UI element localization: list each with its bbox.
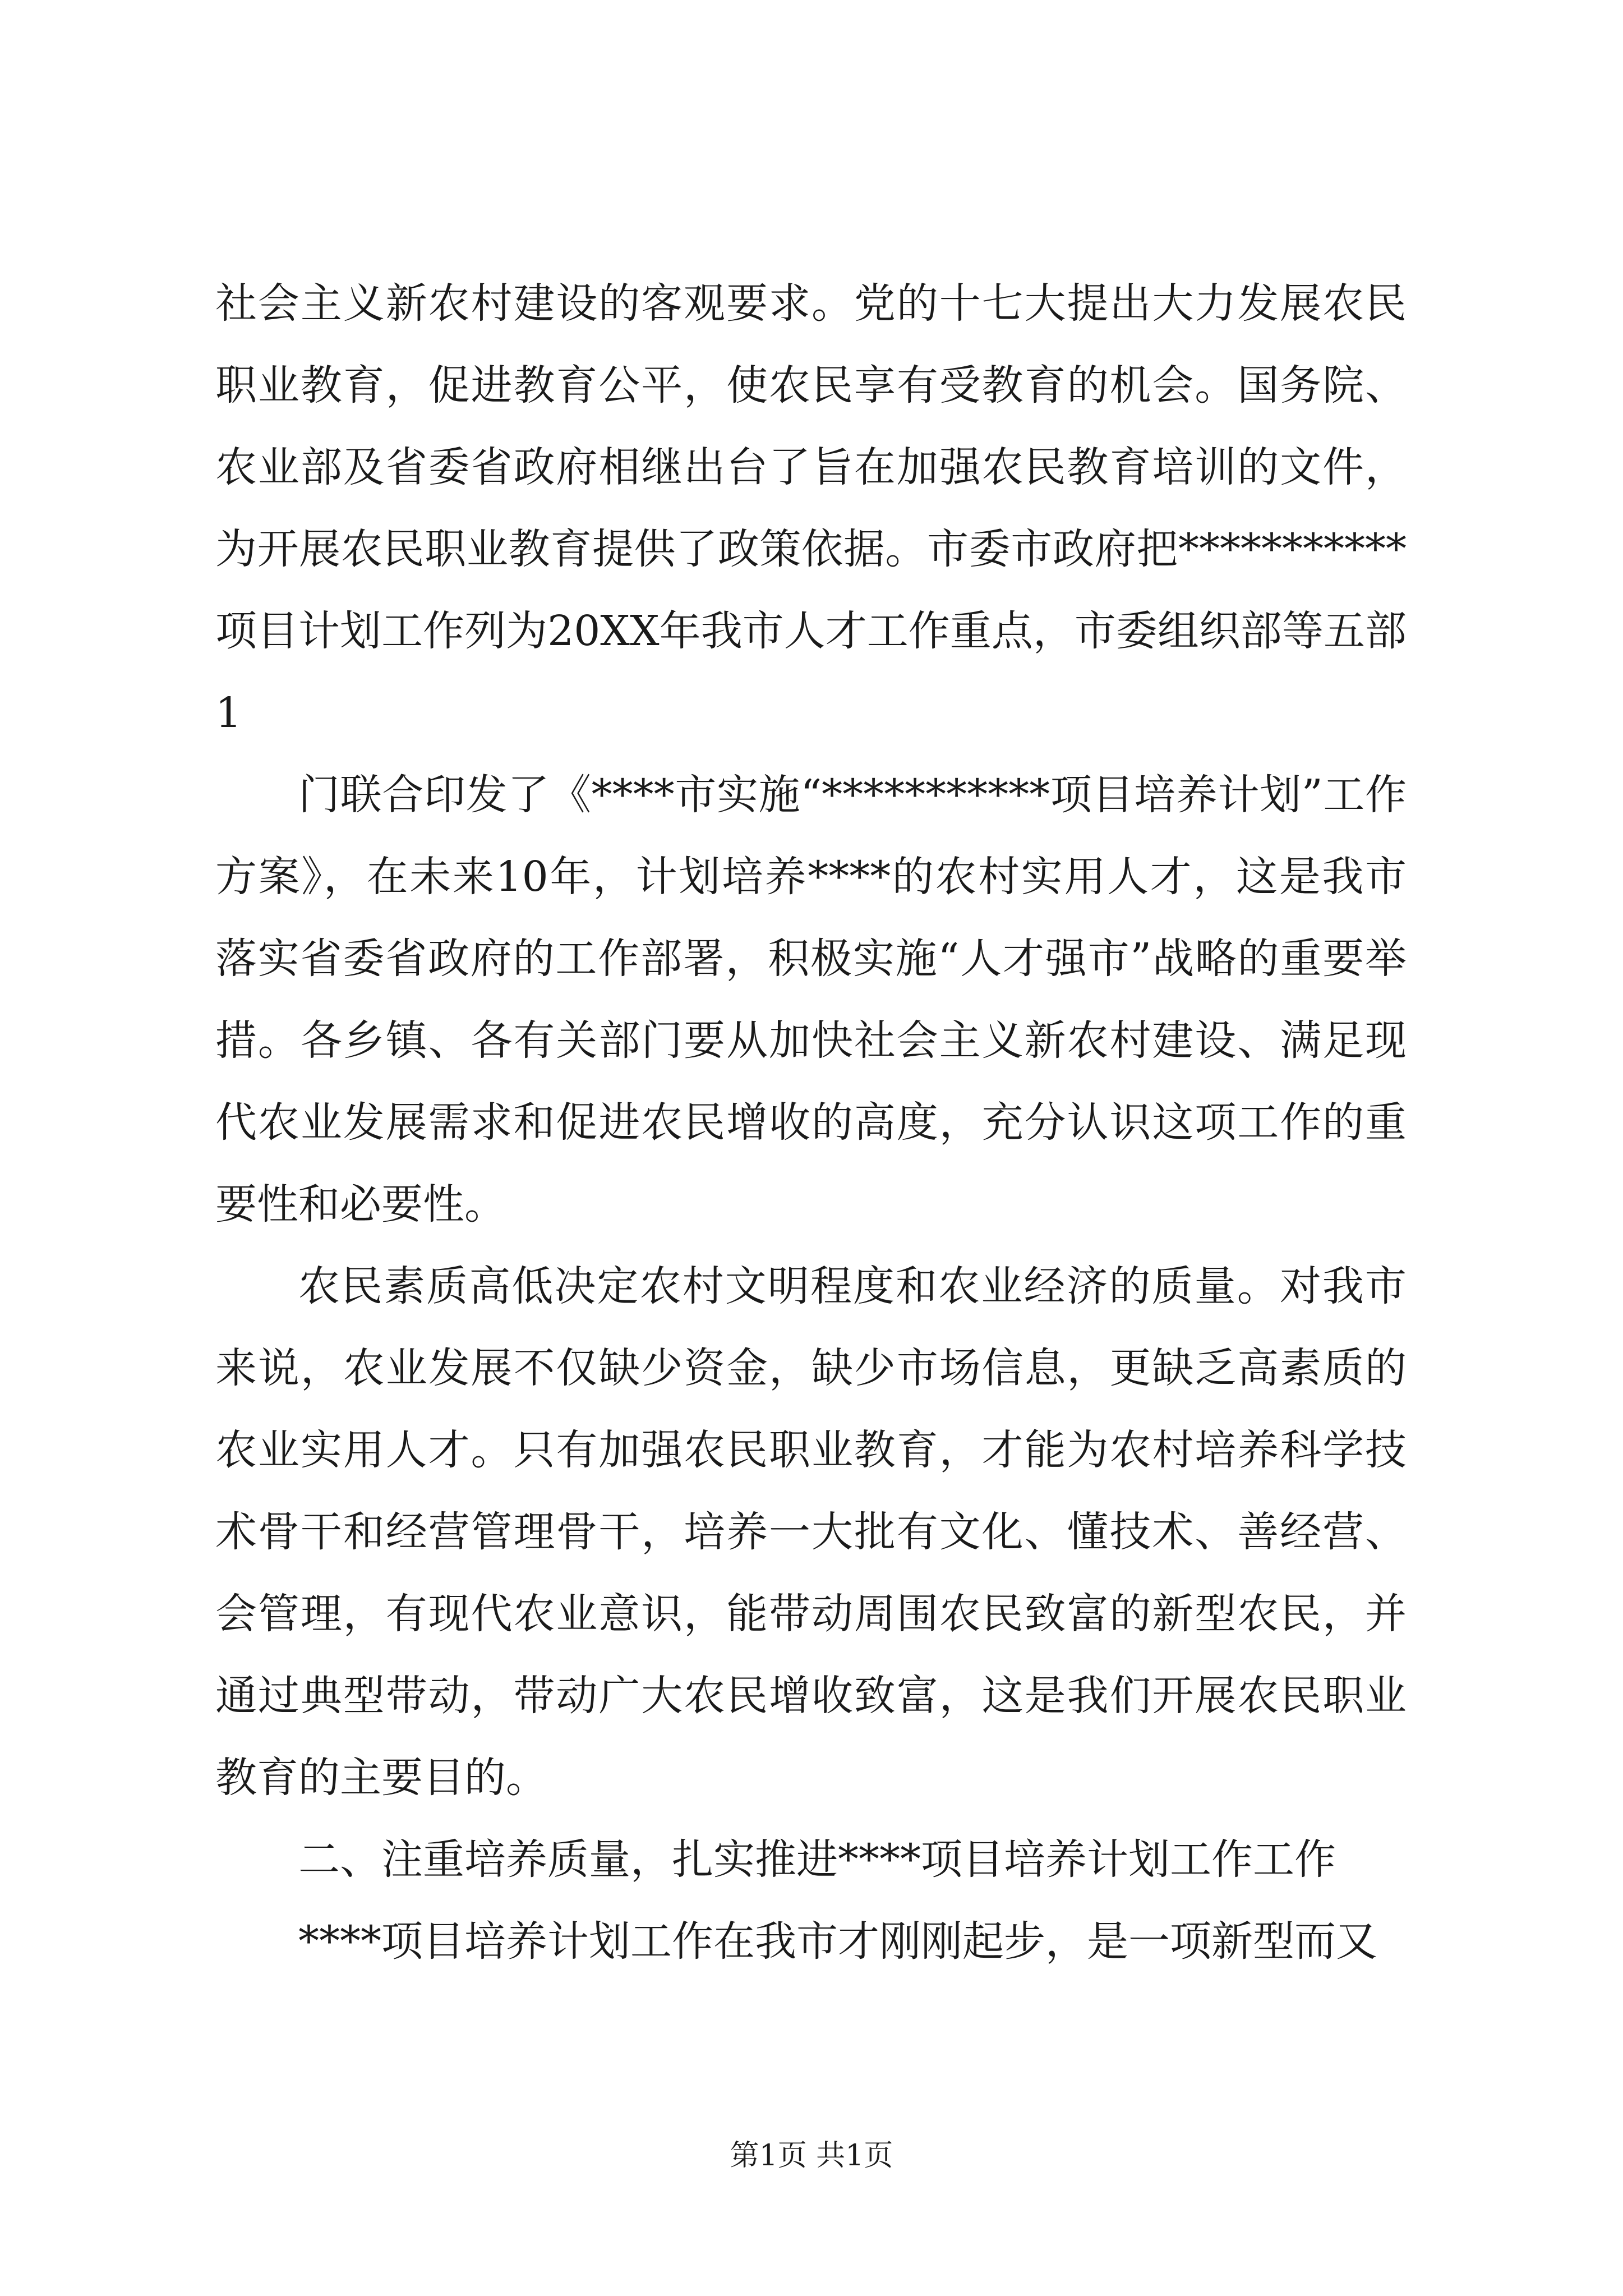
section-heading: 二、注重培养质量，扎实推进****项目培养计划工作工作 <box>298 1835 1336 1884</box>
paragraph-3: 农民素质高低决定农村文明程度和农业经济的质量。对我市来说，农业发展不仅缺少资金，缺少市场信息，更缺乏高素质的农业实用人才。只有加强农民职业教育，才能为农村培养科学技术骨干和经营管理骨干，培养一大批有文化、懂技术、善经营、会管理，有现代农业意识，能带动周围农民致富的新型农民，并通过典型带动，带动广大农民增收致富，这是我们开展农民职业教育的主要目的。 <box>215 1262 1407 1802</box>
paragraph-1: 社会主义新农村建设的客观要求。党的十七大提出大力发展农民职业教育，促进教育公平，使农民享有受教育的机会。国务院、农业部及省委省政府相继出台了旨在加强农民教育培训的文件，为开展农民职业教育提供了政策依据。市委市政府把***********项目计划工作列为20XX年我市人才工作重点，市委组织部等五部1 <box>215 279 1407 737</box>
document-body <box>215 263 1407 1982</box>
page-number: 第1页 共1页 <box>730 2139 893 2173</box>
paragraph-2: 门联合印发了《****市实施“***********项目培养计划”工作方案》，在未来10年，计划培养****的农村实用人才，这是我市落实省委省政府的工作部署，积极实施“人才强市”战略的重要举措。各乡镇、各有关部门要从加快社会主义新农村建设、满足现代农业发展需求和促进农民增收的高度，充分认识这项工作的重要性和必要性。 <box>215 771 1407 1228</box>
page-footer <box>0 2136 1623 2175</box>
paragraph-4: ****项目培养计划工作在我市才刚刚起步，是一项新型而又 <box>298 1917 1377 1966</box>
